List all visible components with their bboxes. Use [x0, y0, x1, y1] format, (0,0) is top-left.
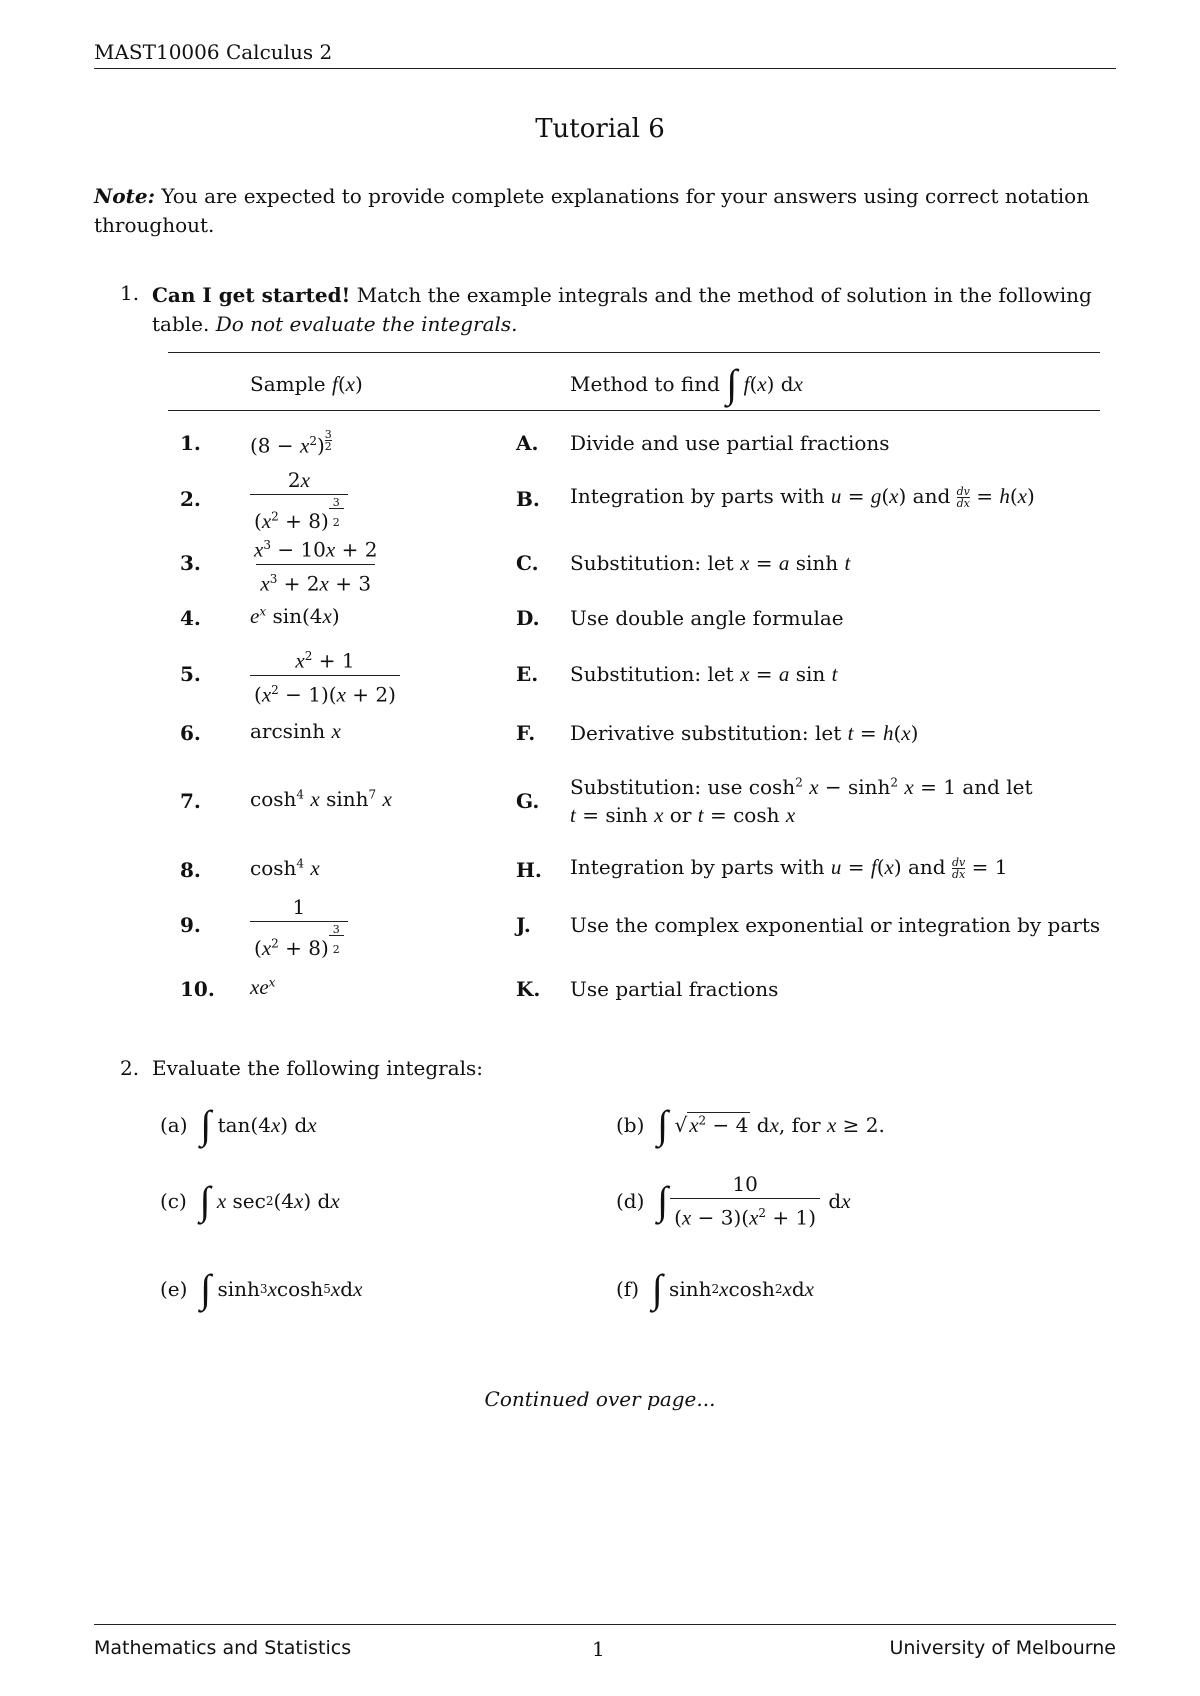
- integral-a: (a) ∫ tan(4 x ) d x: [160, 1102, 317, 1147]
- question-2-text: Evaluate the following integrals:: [152, 1056, 484, 1080]
- integral-d: (d) ∫ $\frac{10}{(x - 3)(x^2 + 1)}$ d x: [616, 1172, 851, 1230]
- footer-rule: [94, 1624, 1116, 1625]
- row-number-4: 4.: [180, 606, 201, 630]
- question-1-instruction: Do not evaluate the integrals.: [215, 312, 518, 336]
- integral-c: (c) ∫ x sec 2 (4 x ) d x: [160, 1178, 340, 1223]
- method-letter-j: J.: [516, 913, 531, 937]
- footer-left: Mathematics and Statistics: [94, 1637, 352, 1659]
- method-h: Integration by parts with u = f(x) and $\frac{dv}{dx}$ = 1: [570, 855, 1008, 881]
- course-header: MAST10006 Calculus 2: [94, 40, 333, 64]
- method-letter-e: E.: [516, 662, 539, 686]
- method-c: Substitution: let x = a sinh t: [570, 551, 851, 575]
- method-letter-g: G.: [516, 789, 540, 813]
- row-number-7: 7.: [180, 789, 201, 813]
- sample-function-8: $\cosh^4 x$: [250, 856, 320, 880]
- row-number-9: 9.: [180, 913, 201, 937]
- question-1-heading: Can I get started!: [152, 283, 351, 307]
- note-text: You are expected to provide complete explanations for your answers using correct notation throughout.: [94, 184, 1090, 237]
- method-d: Use double angle formulae: [570, 606, 844, 630]
- question-1-number: 1.: [120, 281, 140, 305]
- method-a: Divide and use partial fractions: [570, 431, 890, 455]
- sample-function-4: $e^x$ sin(4x): [250, 604, 340, 628]
- page-title: Tutorial 6: [535, 114, 665, 144]
- note-paragraph: [94, 182, 1116, 240]
- sample-function-10: $xe^x$: [250, 975, 276, 999]
- note-label: Note:: [94, 184, 155, 208]
- method-g-line-2: t = sinh x or t = cosh x: [570, 803, 796, 827]
- row-number-2: 2.: [180, 487, 201, 511]
- method-letter-k: K.: [516, 977, 541, 1001]
- sample-function-3: $\frac{x^3 - 10x + 2}{x^3 + 2x + 3}$: [254, 537, 378, 596]
- row-number-5: 5.: [180, 662, 201, 686]
- footer-right: University of Melbourne: [889, 1637, 1116, 1659]
- question-1-body: Match the example integrals and the method of solution in the following table.: [152, 283, 1092, 336]
- row-number-6: 6.: [180, 721, 201, 745]
- question-2-number: 2.: [120, 1056, 140, 1080]
- sample-function-7: $\cosh^4 x$ $\sinh^7 x$: [250, 787, 392, 811]
- method-g-line-1: Substitution: use $\cosh^2 x - \sinh^2 x = 1$ and let: [570, 775, 1033, 799]
- method-b: Integration by parts with u = g(x) and $\frac{dv}{dx}$ = h(x): [570, 484, 1035, 510]
- row-number-1: 1.: [180, 431, 201, 455]
- method-letter-h: H.: [516, 858, 542, 882]
- method-letter-d: D.: [516, 606, 540, 630]
- header-rule: [94, 68, 1116, 69]
- row-number-10: 10.: [180, 977, 215, 1001]
- question-1-text: [152, 281, 1116, 339]
- integral-f: (f) ∫ sinh 2 x cosh 2 x d x: [616, 1266, 814, 1311]
- continued-note: Continued over page...: [484, 1387, 716, 1411]
- method-letter-c: C.: [516, 551, 539, 575]
- row-number-8: 8.: [180, 858, 201, 882]
- table-top-rule: [168, 352, 1100, 353]
- sample-function-2: 2x $(x^2 + 8)$ $^{\frac{3}{2}}$: [248, 468, 350, 535]
- method-letter-b: B.: [516, 487, 540, 511]
- sample-function-9: 1 $(x^2 + 8)$ $^{\frac{3}{2}}$: [248, 895, 350, 962]
- table-header-rule: [168, 410, 1100, 411]
- row-number-3: 3.: [180, 551, 201, 575]
- column-header-method: Method to find ∫ f ( x ) d x: [570, 361, 803, 406]
- column-header-sample: Sample f(x): [250, 372, 363, 396]
- method-letter-a: A.: [516, 431, 539, 455]
- sample-function-5: $\frac{x^2 + 1}{(x^2 - 1)(x + 2)}$: [248, 644, 402, 706]
- sample-function-6: arcsinh x: [250, 719, 341, 743]
- method-k: Use partial fractions: [570, 977, 779, 1001]
- method-letter-f: F.: [516, 721, 536, 745]
- integral-b: (b) ∫ √ $x^2 - 4$ d x , for x ≥ 2.: [616, 1102, 885, 1147]
- page-number: 1: [592, 1637, 605, 1661]
- method-j: Use the complex exponential or integration by parts: [570, 913, 1101, 937]
- method-e: Substitution: let x = a sin t: [570, 662, 838, 686]
- method-f: Derivative substitution: let t = h(x): [570, 721, 919, 745]
- sample-function-1: $(8 - x^2)$ $^{\frac{3}{2}}$: [250, 428, 332, 458]
- integral-e: (e) ∫ sinh 3 x cosh 5 x d x: [160, 1266, 363, 1311]
